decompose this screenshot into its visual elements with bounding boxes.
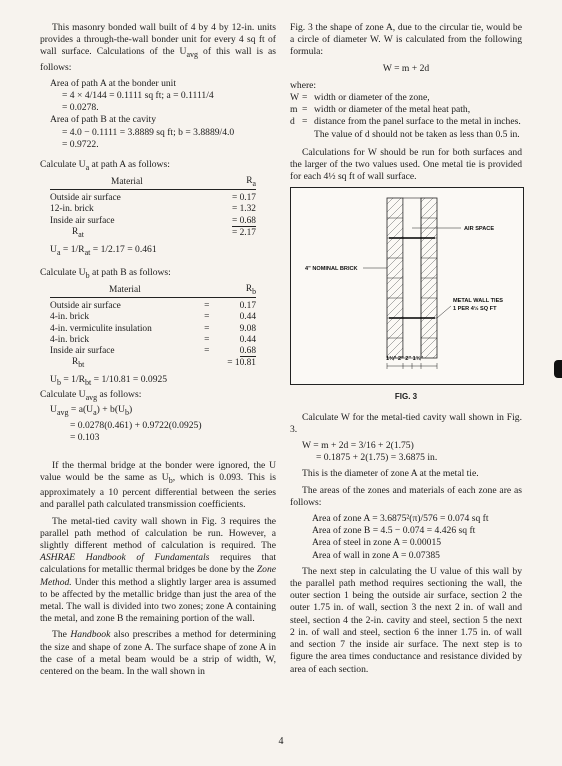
zone-area-item: Area of wall in zone A = 0.07385 <box>312 549 440 561</box>
ua-result: $U_a = 1/R_{at} = 1/2.17 = 0.461$ <box>50 243 157 257</box>
zone-areas-intro: The areas of the zones and materials of each zone are as follows: <box>290 484 522 508</box>
nominal-brick-label: 4" NOMINAL BRICK <box>305 266 358 273</box>
calc-w-note-paragraph: Calculations for W should be run for both surfaces and the larger of the two values used. One metal tie is provided for each 4½ sq ft of wall surface. <box>290 146 522 183</box>
zone-area-item: Area of zone B = 4.5 − 0.074 = 4.426 sq ft <box>312 525 476 537</box>
w-formula: W = m + 2d <box>382 62 430 74</box>
w-calc-line1: W = m + 2d = 3/16 + 2(1.75) <box>302 440 414 452</box>
definition-item: m = width or diameter of the metal heat path, <box>290 104 471 116</box>
table-row: 4-in. vermiculite insulation = 9.08 <box>50 323 256 334</box>
table-row: 4-in. brick = 0.44 <box>50 334 256 345</box>
intro-paragraph: This masonry bonded wall built of 4 by 4 by 12-in. units provides a through-the-wall bonder unit for every 4 sq ft of wall surface. Calculations of the $U_{avg}$ of this wall is as follows: <box>40 22 276 73</box>
material-header: Material <box>50 176 204 190</box>
where-label: where: <box>290 79 317 91</box>
definition-item: W = width or diameter of the zone, <box>290 92 430 104</box>
area-b-heading: Area of path B at the cavity <box>50 114 157 126</box>
table-total-row: $R_{at}$ = 2.17 <box>72 226 256 239</box>
table-row: Outside air surface = 0.17 <box>50 193 256 204</box>
path-b-table <box>50 284 256 370</box>
thermal-bridge-paragraph: If the thermal bridge at the bonder were ignored, the U value would be the same as $U_b$, which is 0.093. This is approximately a 10 percent differential between the series and parallel path calculated transmission coefficients. <box>40 459 276 511</box>
area-a-line1: = 4 × 4/144 = 0.1111 sq ft; a = 0.1111/4 <box>62 89 214 101</box>
table-row: Outside air surface = 0.17 <box>50 301 256 312</box>
area-b-line2: = 0.9722. <box>62 138 99 150</box>
calc-w-instruction: Calculate W for the metal-tied cavity wall shown in Fig. 3. <box>290 411 522 435</box>
area-b-line1: = 4.0 − 0.1111 = 3.8889 sq ft; b = 3.8889/4.0 <box>62 126 235 138</box>
handbook-paragraph: The Handbook also prescribes a method for determining the size and shape of zone A. The surface shape of zone A in the case of a metal beam would be a strip of width, W, centered on the beam. In the wall shown in <box>40 629 276 678</box>
calc-b-heading: Calculate $U_b$ at path B as follows: <box>40 266 171 280</box>
zone-method-paragraph: The metal-tied cavity wall shown in Fig. 3 requires the parallel path method of calculation be run. However, a slightly different method of calculation is required. The ASHRAE Handbook of Fundamentals requires that calculations for metallic thermal bridges be done by the Zone Method. Under this method a slightly larger area is assumed to be affected by the metallic bridge than just the area of the metal. The wall is divided into two zones; zone A containing the metal, and zone B the remaining portion of the wall. <box>40 515 276 625</box>
definition-item: d = distance from the panel surface to the metal in inches. The value of d should not be taken as less than 0.5 in. <box>290 116 521 140</box>
cavity <box>403 198 421 358</box>
table-row: Inside air surface = 0.68 <box>50 215 256 226</box>
uavg-result: = 0.103 <box>70 431 100 443</box>
ra-header: $R_a$ <box>204 176 256 190</box>
rb-header: $R_b$ <box>214 284 256 298</box>
calc-avg-heading: Calculate $U_{avg}$ as follows: <box>40 389 142 403</box>
material-header: Material <box>50 284 200 298</box>
figure-caption: FIG. 3 <box>394 392 418 402</box>
dimension-label: 1¾" 2" 2" 1¾" <box>386 356 424 363</box>
zone-area-item: Area of zone A = 3.6875²(π)/576 = 0.074 sq ft <box>312 513 489 525</box>
w-calc-line2: = 0.1875 + 2(1.75) = 3.6875 in. <box>316 452 438 464</box>
area-a-line2: = 0.0278. <box>62 102 99 114</box>
uavg-substitution: = 0.0278(0.461) + 0.9722(0.0925) <box>70 419 202 431</box>
left-column <box>40 22 276 682</box>
metal-ties-label: METAL WALL TIES <box>453 298 504 305</box>
calc-a-heading: Calculate $U_a$ at path A as follows: <box>40 158 170 172</box>
figure-3-wall-section <box>290 187 524 385</box>
path-a-table <box>50 176 256 240</box>
diameter-note: This is the diameter of zone A at the metal tie. <box>302 468 479 480</box>
page-edge-mark <box>554 360 562 378</box>
zone-area-item: Area of steel in zone A = 0.00015 <box>312 537 442 549</box>
page-number: 4 <box>278 736 284 747</box>
table-total-row: $R_{bt}$ = 10.81 <box>72 357 256 369</box>
zone-shape-paragraph: Fig. 3 the shape of zone A, due to the circular tie, would be a circle of diameter W. W is calculated from the following formula: <box>290 22 522 58</box>
table-row: 12-in. brick = 1.32 <box>50 204 256 215</box>
air-space-label: AIR SPACE <box>464 226 495 233</box>
uavg-formula: $U_{avg} = a(U_a) + b(U_b)$ <box>50 404 133 418</box>
right-column <box>290 22 522 680</box>
table-row: 4-in. brick = 0.44 <box>50 312 256 323</box>
ub-result: $U_b = 1/R_{bt} = 1/10.81 = 0.0925$ <box>50 374 168 388</box>
table-row: Inside air surface = 0.68 <box>50 345 256 356</box>
sectioning-paragraph: The next step in calculating the U value of this wall by the parallel path method requires sectioning the wall, the outer section 1 being the outside air surface, section 2 the outer 1.75 in. of wall, section 3 the next 2 in. of wall and steel, section 4 the 2-in. cavity and steel, section 5 the next 2 in. of wall and steel, section 6 the inner 1.75 in. of wall and section 7 the inside air surface. The next step is to figure the area times conductance and resistance divided by area of each section. <box>290 565 522 675</box>
ties-spacing-label: 1 PER 4½ SQ FT <box>453 306 497 313</box>
wall-section-drawing <box>291 188 523 384</box>
area-a-heading: Area of path A at the bonder unit <box>50 77 177 89</box>
